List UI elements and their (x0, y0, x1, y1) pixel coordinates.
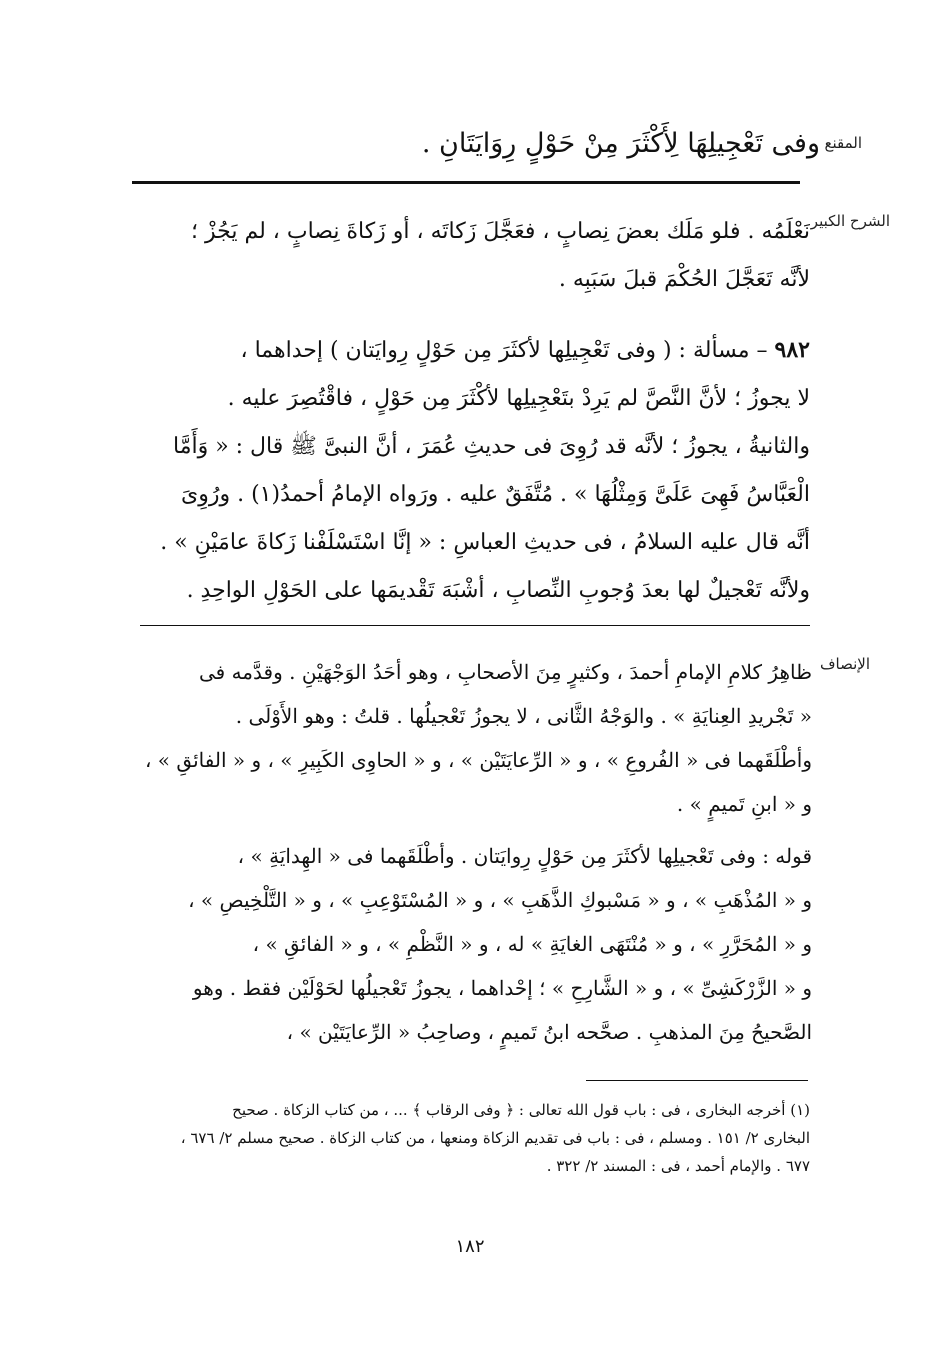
sharh-issue-line (132, 326, 810, 375)
insaf-line: الصَّحيحُ مِنَ المذهبِ . صحَّحه ابنُ تَميمٍ ، وصاحِبُ « الرِّعايَتَيْن » ، (286, 1020, 812, 1044)
sharh-issue-line: لا يجوزُ ؛ لأنَّ النَّصَّ لم يَرِدْ بتَعْجِيلِها لأكْثَرَ مِن حَوْلٍ ، فاقْتُصِرَ عليه . (227, 386, 810, 411)
muqni-label: المقنع (824, 134, 862, 152)
issue-heading: – مسألة : ( وفى تَعْجِيلِها لأكثَرَ مِن حَوْلٍ رِوايَتان ) إحداهما ، (240, 338, 775, 363)
sharh-issue-line: أنَّه قال عليه السلامُ ، فى حديثِ العباسِ : « إنَّا اسْتَسْلَفْنا زَكاةَ عامَيْنِ » . (160, 530, 810, 555)
sharh-text (132, 208, 810, 615)
sharh-issue-line: الْعَبَّاسُ فَهِىَ عَلَىَّ وَمِثْلُهَا » . مُتَّفَقٌ عليه . ورَواه الإمامُ أحمدُ(١) . ورُوِىَ (181, 482, 810, 507)
insaf-line: « تَجْريدِ العِنايَةِ » . والوَجْهُ الثَّانى ، لا يجوزُ تَعْجيلُها . قلتُ : وهو الأَوْلَى . (235, 704, 812, 728)
footnote-line: (١) أخرجه البخارى ، فى : باب قول الله تعالى : ﴿ وفى الرقاب ﴾ ... ، من كتاب الزكاة . صحيح (232, 1101, 810, 1119)
insaf-line: قوله : وفى تَعْجيلِها لأكثَرَ مِن حَوْلٍ رِوايَتان . وأطْلَقَهما فى « الهِدايَةِ » ، (237, 844, 812, 868)
sharh-label: الشرح الكبير (810, 212, 890, 230)
sharh-issue-line: ولأنَّه تَعْجيلٌ لها بعدَ وُجوبِ النِّصابِ ، أشْبَهَ تَقْديمَها على الحَوْلِ الواحِدِ . (186, 578, 810, 603)
page-number: ١٨٢ (455, 1236, 485, 1257)
insaf-line: وأطْلَقَهما فى « الفُروعِ » ، و « الرِّعايَتَيْن » ، و « الحاوِى الكَبِيرِ » ، و « الفائقِ » ، (144, 748, 812, 772)
footnote (132, 1096, 810, 1180)
muqni-line: وفى تَعْجِيلِهَا لِأَكْثَرَ مِنْ حَوْلٍ رِوَايَتَانِ . (421, 128, 820, 159)
sharh-intro-line: نَعْلَمُه . فلو مَلَك بعضَ نِصابٍ ، فعَجَّلَ زَكاتَه ، أو زَكاةَ نِصابٍ ، لم يَجُزْ ؛ (191, 219, 810, 244)
insaf-line: و « الزَّرْكَشِىِّ » ، و « الشَّارِحِ » ؛ إحْداهما ، يجوزُ تَعْجيلُها لحَوْلَيْن فقط . وهو (192, 976, 812, 1000)
insaf-line: و « ابنِ تَميمٍ » . (676, 792, 812, 816)
footnote-divider (586, 1080, 808, 1081)
insaf-label: الإنصاف (819, 655, 870, 673)
footnote-line: البخارى ٢/ ١٥١ . ومسلم ، فى : باب فى تقديم الزكاة ومنعها ، من كتاب الزكاة . صحيح مسلم ٢/ ٦٧٦ ، (180, 1129, 810, 1147)
sharh-intro-line: لأنَّه تَعَجَّلَ الحُكْمَ قبلَ سَبَبِه . (558, 267, 810, 292)
sharh-issue-line: والثانيةُ ، يجوزُ ؛ لأنَّه قد رُوِىَ فى حديثِ عُمَرَ ، أنَّ النبىَّ ﷺ قال : « وَأَمَّا (172, 434, 810, 459)
insaf-line: و « المُحَرَّرِ » ، و « مُنْتَهَى الغايَةِ » له ، و « النَّظْمِ » ، و « الفائقِ » ، (252, 932, 812, 956)
muqni-text (140, 122, 820, 166)
muqni-divider (132, 181, 800, 184)
sharh-divider (140, 625, 810, 626)
issue-number: ٩٨٢ (774, 337, 810, 363)
insaf-text (132, 650, 812, 1054)
footnote-line: ٦٧٧ . والإمام أحمد ، فى : المسند ٢/ ٣٢٢ . (546, 1157, 810, 1175)
insaf-line: و « المُذْهَبِ » ، و « مَسْبوكِ الذَّهَبِ » ، و « المُسْتَوْعِبِ » ، و « التَّلْخِيصِ » ، (188, 888, 812, 912)
insaf-line: ظاهِرُ كلامِ الإمامِ أحمدَ ، وكثيرٍ مِنَ الأصحابِ ، وهو أحَدُ الوَجْهَيْنِ . وقدَّمه فى (199, 660, 812, 684)
